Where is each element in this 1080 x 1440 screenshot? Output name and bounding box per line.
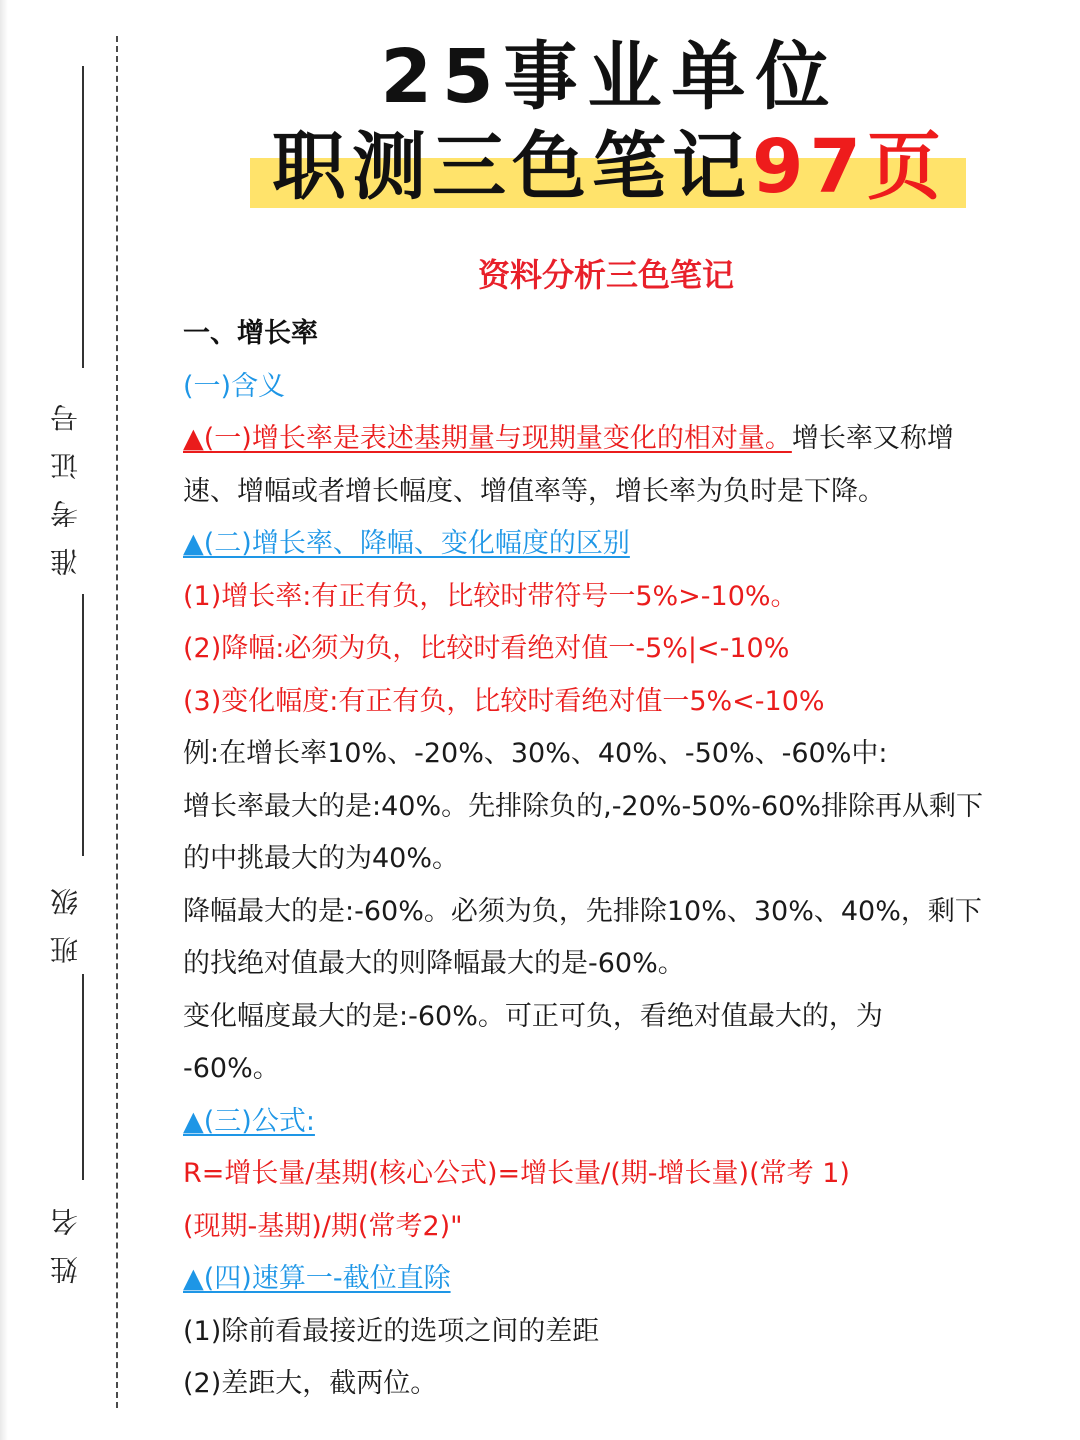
section-heading: 一、增长率 xyxy=(183,318,318,349)
formula-line-2: (现期-基期)/期(常考2)" xyxy=(183,1210,463,1242)
sub-heading-quick-calc: ▲(四)速算一-截位直除 xyxy=(183,1263,451,1294)
sub-heading-meaning: (一)含义 xyxy=(183,370,286,402)
title-line2-red: 97页 xyxy=(752,124,947,210)
sub-heading-difference: ▲(二)增长率、降幅、变化幅度的区别 xyxy=(183,528,630,559)
binding-dashed-line xyxy=(116,36,118,1408)
difference-item-2: (2)降幅:必须为负，比较时看绝对值一-5%|<-10% xyxy=(183,633,790,664)
subtitle: 资料分析三色笔记 xyxy=(477,256,734,294)
example-line-5: 的找绝对值最大的则降幅最大的是-60%。 xyxy=(183,948,685,979)
example-line-2: 增长率最大的是:40%。先排除负的,-20%-50%-60%排除再从剩下 xyxy=(183,790,983,822)
page-edge-shadow xyxy=(0,0,8,1440)
name-line xyxy=(82,974,84,1180)
formula-line-1: R=增长量/基期(核心公式)=增长量/(期-增长量)(常考 1) xyxy=(183,1158,850,1189)
class-line xyxy=(82,594,84,856)
example-line-7: -60%。 xyxy=(183,1053,280,1084)
tip-line-1: (1)除前看最接近的选项之间的差距 xyxy=(183,1315,600,1347)
example-line-1: 例:在增长率10%、-20%、30%、40%、-50%、-60%中: xyxy=(183,738,888,769)
definition-red: ▲(一)增长率是表述基期量与现期量变化的相对量。 xyxy=(183,423,792,454)
example-line-4: 降幅最大的是:-60%。必须为负，先排除10%、30%、40%，剩下 xyxy=(183,895,982,927)
tip-line-2: (2)差距大，截两位。 xyxy=(183,1368,438,1399)
title-line2 xyxy=(272,122,947,212)
definition-black: 增长率又称增 xyxy=(791,423,954,454)
name-label: 姓名 xyxy=(49,1188,82,1284)
example-line-6: 变化幅度最大的是:-60%。可正可负，看绝对值最大的，为 xyxy=(183,1000,883,1032)
notes-body xyxy=(183,308,1043,1411)
difference-item-1: (1)增长率:有正有负，比较时带符号一5%>-10%。 xyxy=(183,580,798,612)
exam-id-label: 准考证号 xyxy=(49,384,82,576)
example-line-3: 的中挑最大的为40%。 xyxy=(183,843,460,874)
definition-line xyxy=(183,413,1043,466)
difference-item-3: (3)变化幅度:有正有负，比较时看绝对值一5%<-10% xyxy=(183,685,825,717)
class-label: 班级 xyxy=(49,868,82,964)
title-line1: 25事业单位 xyxy=(380,34,840,120)
sub-heading-formula: ▲(三)公式: xyxy=(183,1105,315,1137)
title-line2-black: 职测三色笔记 xyxy=(272,124,752,210)
definition-line2: 速、增幅或者增长幅度、增值率等，增长率为负时是下降。 xyxy=(183,475,885,507)
